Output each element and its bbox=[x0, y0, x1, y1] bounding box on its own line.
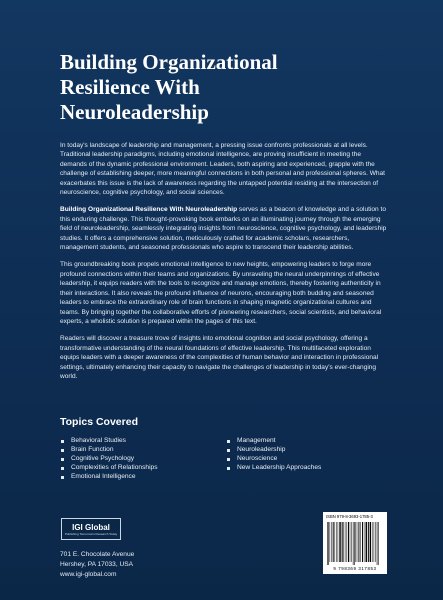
barcode-bar bbox=[368, 522, 369, 562]
barcode-bar bbox=[362, 522, 363, 562]
barcode-bar bbox=[348, 522, 349, 562]
address-line-website: www.igi-global.com bbox=[60, 570, 117, 578]
barcode-bar bbox=[378, 522, 379, 565]
barcode-bar bbox=[327, 522, 328, 565]
barcode-bar bbox=[372, 522, 373, 562]
barcode-bar bbox=[354, 522, 355, 565]
paragraph-4-text: Readers will discover a treasure trove of insights into emotional cognition and social psychology, offering a transformative understanding of the neural foundations of effective leadership. This multifaceted exploration equips leaders with a deeper awareness of the complexities of human behavior and interaction in professional settings, ultimately enhancing their capacity to navigate the challenges of leadership in today's ever-changing world. bbox=[60, 335, 379, 380]
barcode-bar bbox=[351, 522, 352, 562]
barcode-bar bbox=[339, 522, 340, 562]
isbn-label: ISBN 979-8-3693-1785-3 bbox=[326, 514, 373, 519]
book-title bbox=[60, 50, 400, 125]
barcode-bar bbox=[342, 522, 343, 562]
barcode-bar bbox=[338, 522, 339, 562]
barcode-bar bbox=[330, 522, 331, 562]
barcode-bar bbox=[331, 522, 332, 562]
topic-item: Emotional Intelligence bbox=[60, 472, 226, 481]
paragraph-1 bbox=[60, 141, 388, 197]
topic-item: Neuroleadership bbox=[226, 445, 321, 454]
topics-heading: Topics Covered bbox=[60, 416, 138, 428]
barcode-bar bbox=[350, 522, 351, 562]
topics-column-2 bbox=[226, 436, 321, 481]
publisher-address bbox=[60, 550, 134, 579]
paragraph-3-text: This groundbreaking book propels emotional intelligence to new heights, empowering leaders to forge more profound connections within their teams and organizations. By unraveling the neural underpinnings of effective leadership, it equips readers with the tools to recognize and manage emotions, thereby fostering authenticity in their interactions. It also reveals the profound influence of neurons, encouraging both budding and seasoned leaders to embrace the extraordinary role of brain functions in shaping magnetic organizational cultures and teams. By bringing together the collaborative efforts of pioneering researchers, social scientists, and behavioral experts, a wholistic solution is prepared within the pages of this text. bbox=[60, 261, 382, 325]
isbn-barcode bbox=[323, 512, 387, 574]
barcode-bar bbox=[377, 522, 378, 565]
barcode-bar bbox=[336, 522, 337, 562]
paragraph-2-text: serves as a beacon of knowledge and a solution to this enduring challenge. This thought-provoking book embarks on an illuminating journey through the emerging field of neuroleadership, seamlessly integrating insights from neuroscience, cognitive psychology, and leadership studies. It offers a comprehensive solution, meticulously crafted for academic scholars, researchers, management students, and seasoned professionals who aspire to transcend their leadership abilities. bbox=[60, 206, 387, 252]
topic-item: Management bbox=[226, 436, 321, 445]
paragraph-2 bbox=[60, 205, 388, 252]
topics-column-1 bbox=[60, 436, 226, 481]
barcode-number: 9 798369 317853 bbox=[333, 566, 377, 571]
address-line-city: Hershey, PA 17033, USA bbox=[60, 560, 134, 568]
barcode-bar bbox=[374, 522, 375, 562]
publisher-logo-name: IGI Global bbox=[72, 522, 110, 532]
barcode-bar bbox=[357, 522, 358, 562]
title-line-1: Building Organizational bbox=[60, 50, 278, 74]
topic-item: Neuroscience bbox=[226, 454, 321, 463]
barcode-bar bbox=[370, 522, 371, 562]
barcode-bars bbox=[327, 522, 383, 565]
topics-list bbox=[60, 436, 390, 481]
topic-item: Brain Function bbox=[60, 445, 226, 454]
topic-item: New Leadership Approaches bbox=[226, 463, 321, 472]
title-line-3: Neuroleadership bbox=[60, 100, 209, 124]
publisher-logo-tagline: Publishing Tomorrow's Research Today bbox=[64, 531, 118, 536]
topic-item: Cognitive Psychology bbox=[60, 454, 226, 463]
paragraph-2-book-title: Building Organizational Resilience With Neuroleadership bbox=[60, 206, 238, 214]
barcode-bar bbox=[375, 522, 376, 562]
barcode-bar bbox=[355, 522, 356, 562]
barcode-bar bbox=[347, 522, 348, 562]
barcode-bar bbox=[328, 522, 329, 565]
barcode-bar bbox=[358, 522, 359, 562]
topic-item: Behavioral Studies bbox=[60, 436, 226, 445]
title-line-2: Resilience With bbox=[60, 75, 200, 99]
barcode-bar bbox=[335, 522, 336, 562]
paragraph-1-text: In today's landscape of leadership and management, a pressing issue confronts professionals at all levels. Traditional leadership paradigms, including emotional intelligence, are proving insufficient in meeting the demands of the dynamic professional environment. Leaders, both aspiring and experienced, grapple with the challenge of establishing deeper, more meaningful connections in both personal and professional spheres. What exacerbates this issue is the lack of awareness regarding the untapped potential residing at the intersection of neuroscience, cognitive psychology, and social sciences. bbox=[60, 142, 386, 197]
barcode-bar bbox=[343, 522, 344, 562]
paragraph-4 bbox=[60, 334, 388, 381]
barcode-bar bbox=[360, 522, 361, 562]
barcode-bar bbox=[333, 522, 334, 562]
address-line-street: 701 E. Chocolate Avenue bbox=[60, 551, 135, 558]
paragraph-3 bbox=[60, 260, 388, 326]
barcode-bar bbox=[364, 522, 365, 562]
barcode-bar bbox=[345, 522, 346, 562]
description bbox=[60, 141, 388, 389]
topic-item: Complexities of Relationships bbox=[60, 463, 226, 472]
publisher-logo bbox=[61, 518, 121, 540]
barcode-bar bbox=[353, 522, 354, 565]
barcode-bar bbox=[366, 522, 367, 562]
